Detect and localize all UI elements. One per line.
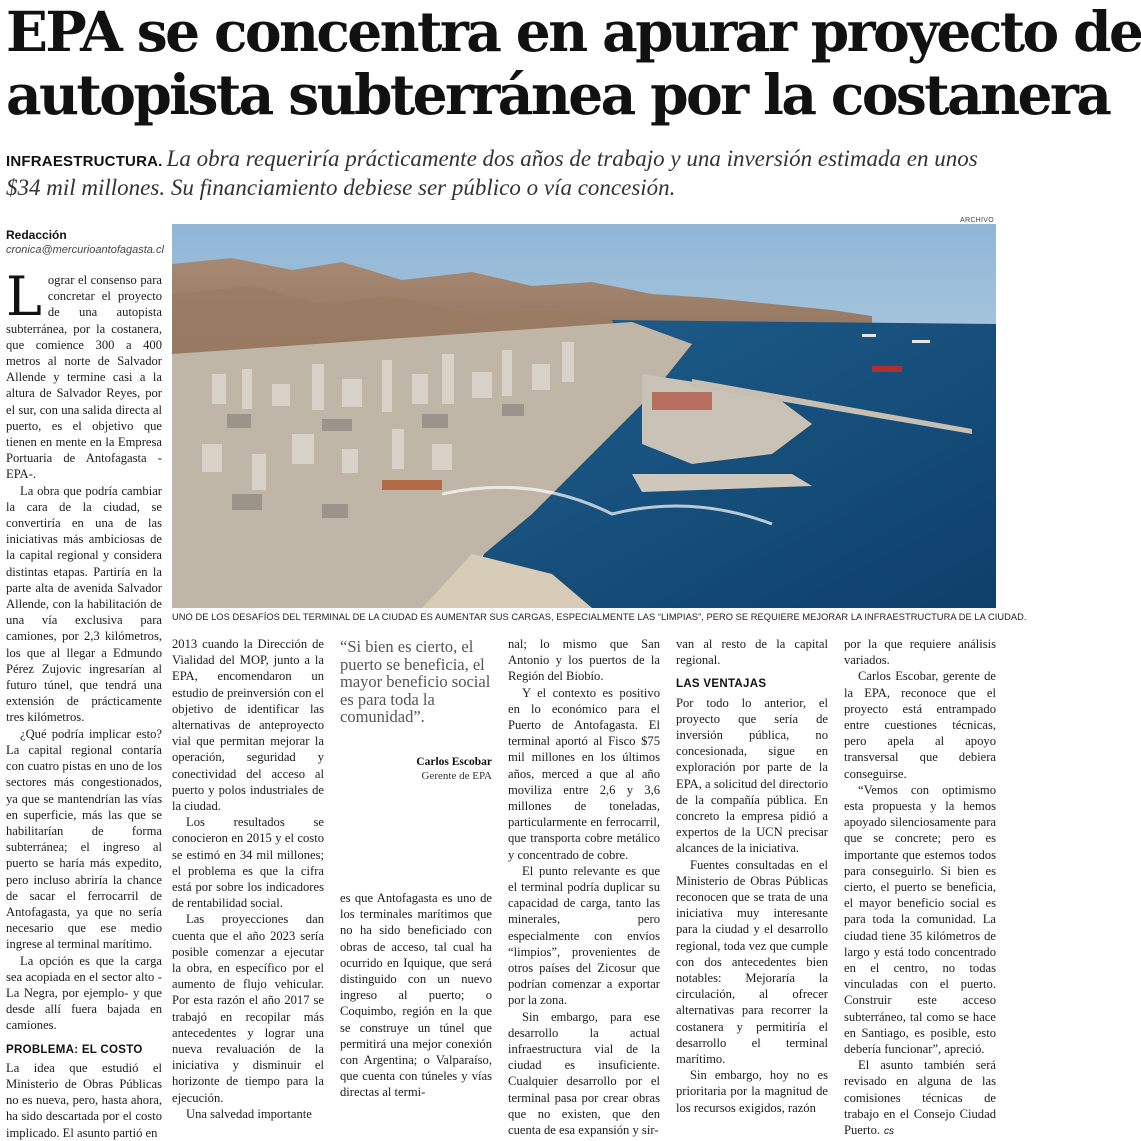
paragraph: Fuentes consultadas en el Ministerio de Obras Públicas reconocen que se trata de una iniciativa muy interesante para la ciudad y el desarrollo regional, toda vez que cumple con dos antecedentes bien notables: Mejoraría la circulación, al ofrecer alternativas para recorrer la costanera y permitiría el desarrollo el terminal marítimo. [676,857,828,1067]
paragraph: Por todo lo anterior, el proyecto que sería de inversión pública, no concesionada, sigue en exploración por parte de la EPA, a solicitud del directorio de la compañía pública. En concreto la empresa pidió a expertos de la UCN precisar alcances de la iniciativa. [676,695,828,856]
paragraph: La obra que podría cambiar la cara de la ciudad, se convertiría en una de las iniciativas más ambiciosas de la capital regional y considera distintas etapas. Partiría en la parte alta de avenida Salvador Allende, con la habilitación de una vía exclusiva para camiones, por 2,3 kilómetros, los que al llegar a Edmundo Pérez Zujovic ingresarían al futuro túnel, que tendrá una extensión de prácticamente tres kilómetros. [6,483,162,725]
paragraph: “Vemos con optimismo esta propuesta y la hemos apoyado silenciosamente para que se concrete; pero es importante que estemos todos para conseguirlo. Si bien es cierto, el puerto se beneficia, el mayor beneficio social es para toda la comunidad. La ciudad tiene 35 kilómetros de largo y está todo concentrado en el centro, no todas vinculadas con el puerto. Construir este acceso subterráneo, tal como se hace en Santiago, es posible, esto debería funcionar”, apreció. [844,782,996,1057]
column-3 [340,890,492,1101]
paragraph: El punto relevante es que el terminal podría duplicar su capacidad de carga, tanto las minerales, pero especialmente con envíos “limpios”, provenientes de otros países del Zicosur que podrían comenzar a exportar por la zona. [508,863,660,1008]
headline-line-1: EPA se concentra en apurar proyecto de [6,0,1141,64]
paragraph: La idea que estudió el Ministerio de Obras Públicas no es nueva, pero, hasta ahora, ha sido descartada por el costo implicado. El asunto partió en [6,1060,162,1140]
photo-caption: UNO DE LOS DESAFÍOS DEL TERMINAL DE LA CIUDAD ES AUMENTAR SUS CARGAS, ESPECIALMENTE LAS “LIMPIAS”, PERO SE REQUIERE MEJORAR LA INFRAESTRUCTURA DE LA CIUDAD. [172,612,1027,622]
author-email[interactable]: cronica@mercurioantofagasta.cl [6,244,164,256]
paragraph-text: ograr el consenso para concretar el proyecto de una autopista subterránea, por la costanera, que comience 300 a 400 metros al norte de Salvador Allende y termine casi a la altura de Salvador Reyes, por el sur, con una salida directa al puerto, es el objetivo que tienen en mente en la Empresa Portuaria de Antofagasta -EPA-. [6,273,162,482]
section-heading: PROBLEMA: EL COSTO [6,1043,143,1056]
column-1 [6,265,162,1141]
paragraph: La opción es que la carga sea acopiada en el sector alto -La Negra, por ejemplo- y que desde allí fuera bajada en camiones. [6,953,162,1033]
paragraph: ¿Qué podría implicar esto? La capital regional contaría con cuatro pistas en uno de los sectores más congestionados, ya que se mantendrían las vías en superficie, más las que se habilitarían de forma subterránea; el ingreso al puerto se haría más expedito, pero incluso abriría la chance de sacar el ferrocarril de Antofagasta, ya que no sería necesario que ese medio ingrese al terminal marítimo. [6,726,162,952]
paragraph [844,1057,996,1140]
paragraph-text: El asunto también será revisado en alguna de las comisiones técnicas de trabajo en el Consejo Ciudad Puerto. [844,1058,996,1138]
pull-quote [340,638,492,782]
paragraph: Los resultados se conocieron en 2015 y el costo se estimó en 34 mil millones; el problema es que la cifra está por sobre los indicadores de rentabilidad social. [172,815,324,911]
paragraph [6,265,162,483]
paragraph: Y el contexto es positivo en lo económico para el Puerto de Antofagasta. El terminal aportó al Fisco $75 mil millones en los últimos años, merced a que al año moviliza entre 2,6 y 3,6 millones de toneladas, particularmente en ferrocarril, que transporta cobre metálico y concentrado de cobre. [508,685,660,862]
author-name: Redacción [6,228,67,242]
paragraph: Carlos Escobar, gerente de la EPA, reconoce que el proyecto está entrampado entre cuestiones técnicas, pero apela al apoyo transversal que debiera conseguirse. [844,669,996,781]
paragraph: 2013 cuando la Dirección de Vialidad del MOP, junto a la EPA, encomendaron un estudio de preinversión con el objetivo de identificar las alternativas de anteproyecto vial que permitan mejorar la operación, seguridad y conectividad del acceso al puerto y polos industriales de la ciudad. [172,637,324,814]
column-4 [508,636,660,1138]
paragraph: nal; lo mismo que San Antonio y los puertos de la Región del Biobío. [508,637,660,684]
kicker: INFRAESTRUCTURA. [6,153,163,170]
pull-quote-text: “Si bien es cierto, el puerto se beneficia, el mayor beneficio social es para toda la comunidad”. [340,637,491,726]
paragraph: van al resto de la capital regional. [676,637,828,668]
column-6 [844,636,996,1140]
column-5 [676,636,828,1116]
deck-text: La obra requeriría prácticamente dos años de trabajo y una inversión estimada en unos $34 mil millones. Su financiamiento debiese ser público o vía concesión. [6,146,978,200]
paragraph: por la que requiere análisis variados. [844,637,996,668]
headline [6,0,1141,127]
paragraph: Sin embargo, para ese desarrollo la actual infraestructura vial de la ciudad es insuficiente. Cualquier desarrollo por el terminal pasa por crear obras que no existen, que den cuenta de esa expansión y sir- [508,1009,660,1138]
paragraph: Sin embargo, hoy no es prioritaria por la magnitud de los recursos exigidos, razón [676,1068,828,1115]
byline [6,228,166,256]
headline-line-2: autopista subterránea por la costanera [6,62,1110,127]
photo-credit: ARCHIVO [960,217,994,224]
column-2 [172,636,324,1122]
paragraph: es que Antofagasta es uno de los terminales marítimos que no ha sido beneficiado con obras de acceso, tal cual ha ocurrido en Iquique, que será distinguido con un nuevo ingreso al puerto; o Coquimbo, región en la que se construye un túnel que permitirá una mejor conexión con Argentina; o Valparaíso, que cuenta con túneles y vías directas al termi- [340,891,492,1100]
paragraph: Las proyecciones dan cuenta que el año 2023 sería posible comenzar a ejecutar la obra, en específico por el aumento de flujo vehicular. Por esta razón el año 2017 se trabajó en recopilar más antecedentes y lograr una nueva revaluación de la iniciativa y disminuir el horizonte de tiempo para la ejecución. [172,912,324,1105]
aerial-city-photo [172,224,996,608]
drop-cap: L [6,265,42,328]
deck [6,146,996,201]
photo-illustration [172,224,996,608]
pull-quote-name: Carlos Escobar [416,755,492,768]
end-mark: cs [884,1126,895,1138]
section-heading: LAS VENTAJAS [676,678,767,691]
pull-quote-role: Gerente de EPA [421,769,492,782]
paragraph: Una salvedad importante [186,1106,312,1121]
